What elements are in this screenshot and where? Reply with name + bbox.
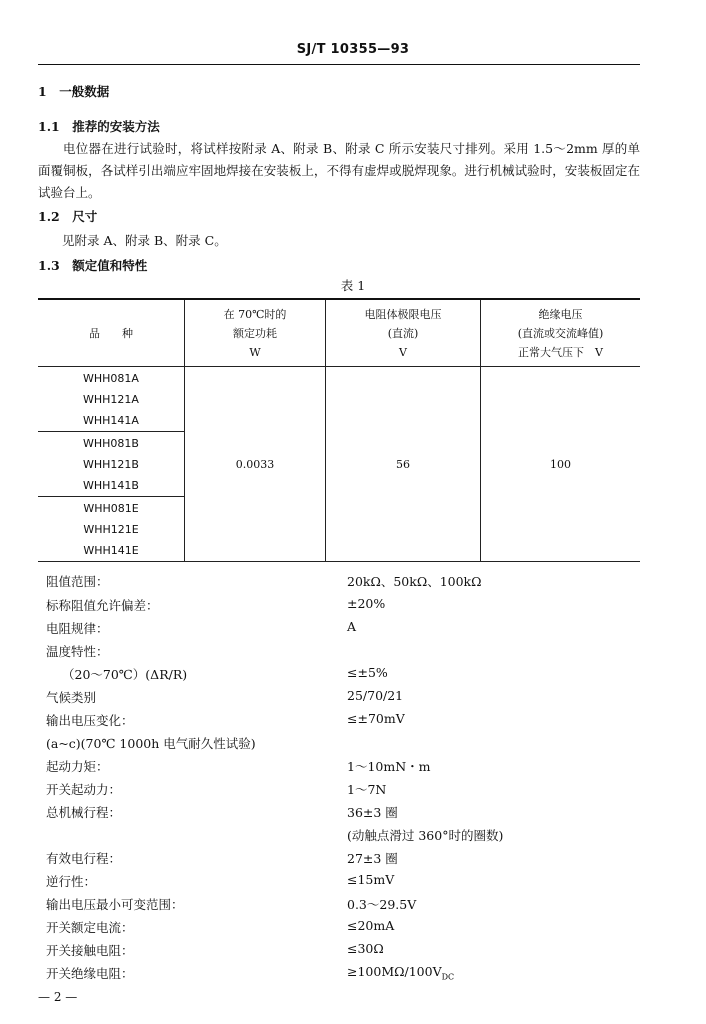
spec-label: (a~c)(70℃ 1000h 电气耐久性试验)	[46, 736, 256, 751]
spec-value: A	[347, 619, 357, 634]
spec-value: 25/70/21	[347, 688, 404, 703]
spec-label: 开关接触电阻：	[46, 943, 134, 958]
spec-label: 输出电压最小可变范围：	[46, 897, 184, 912]
ratings-table	[38, 298, 640, 562]
header-rule	[38, 64, 640, 65]
spec-label: 起动力矩：	[46, 759, 109, 774]
col-header-insulation-line2: (直流或交流峰值)	[517, 326, 604, 340]
spec-label: 标称阻值允许偏差：	[46, 598, 159, 613]
section-1-3-heading: 1.3 额定值和特性	[38, 258, 148, 273]
spec-value: ≤20mA	[347, 918, 395, 933]
spec-label: 开关起动力：	[46, 782, 122, 797]
spec-label: 温度特性：	[46, 644, 109, 659]
col-header-variety: 品 种	[38, 299, 185, 367]
col-header-power-line1: 在 70℃时的	[223, 307, 287, 321]
spec-label: 逆行性：	[46, 874, 97, 889]
section-1-heading: 1 一般数据	[38, 84, 110, 99]
spec-label: （20～70℃）(ΔR/R)	[62, 667, 188, 682]
spec-label: 电阻规律：	[46, 621, 109, 636]
page-header: SJ/T 10355—93	[296, 42, 410, 57]
spec-value: ≤30Ω	[347, 941, 384, 956]
voltage-value: 56	[326, 367, 481, 562]
spec-label: 总机械行程：	[46, 805, 122, 820]
spec-value: ≤±70mV	[347, 711, 405, 726]
col-header-power	[185, 299, 326, 367]
model-cell: WHH081A	[83, 371, 139, 385]
spec-label: 输出电压变化：	[46, 713, 134, 728]
col-header-voltage-line1: 电阻体极限电压	[364, 307, 442, 321]
section-1-1-paragraph: 电位器在进行试验时，将试样按附录 A、附录 B、附录 C 所示安装尺寸排列。采用 1.5～2mm 厚的单面覆铜板，各试样引出端应牢固地焊接在安装板上，不得有虚焊或脱焊现象。进行机械试验时，安装板固定在试验台上。	[38, 141, 640, 200]
page-number: — 2 —	[38, 990, 78, 1004]
spec-value: 27±3 圈	[347, 851, 398, 866]
col-header-power-line2: 额定功耗	[233, 326, 277, 340]
model-cell: WHH121E	[83, 522, 139, 536]
col-header-voltage-unit: V	[399, 345, 407, 359]
spec-value	[347, 964, 454, 982]
insulation-value: 100	[481, 367, 641, 562]
model-cell: WHH141A	[83, 413, 139, 427]
spec-value: 1～10mN・m	[347, 759, 431, 774]
col-header-insulation	[481, 299, 641, 367]
col-header-voltage-line2: (直流)	[387, 326, 419, 340]
section-1-2-paragraph: 见附录 A、附录 B、附录 C。	[62, 233, 227, 248]
spec-value: 0.3～29.5V	[347, 897, 417, 912]
model-group-b	[38, 432, 185, 497]
model-cell: WHH081B	[83, 436, 139, 450]
spec-value: 1～7N	[347, 782, 387, 797]
model-group-a	[38, 367, 185, 432]
table-caption: 表 1	[340, 278, 366, 293]
spec-value: ≤15mV	[347, 872, 395, 887]
spec-label: 阻值范围：	[46, 574, 109, 589]
spec-value: ±20%	[347, 596, 386, 611]
col-header-insulation-line3: 正常大气压下 V	[518, 345, 603, 359]
spec-label: 有效电行程：	[46, 851, 122, 866]
spec-label: 开关绝缘电阻：	[46, 966, 134, 981]
col-header-insulation-line1: 绝缘电压	[538, 307, 583, 321]
spec-label: 气候类别	[46, 690, 97, 705]
spec-value-text: ≥100MΩ/100V	[347, 964, 442, 979]
spec-value: ≤±5%	[347, 665, 388, 680]
model-cell: WHH121B	[83, 457, 139, 471]
spec-value: 20kΩ、50kΩ、100kΩ	[347, 574, 482, 589]
model-cell: WHH141E	[83, 543, 139, 557]
spec-label: 开关额定电流：	[46, 920, 134, 935]
section-1-1-heading: 1.1 推荐的安装方法	[38, 119, 160, 134]
model-cell: WHH121A	[83, 392, 139, 406]
model-cell: WHH141B	[83, 478, 139, 492]
model-group-e	[38, 497, 185, 562]
col-header-power-unit: W	[249, 345, 261, 359]
col-header-voltage	[326, 299, 481, 367]
spec-value: 36±3 圈	[347, 805, 398, 820]
spec-value-subscript: DC	[441, 972, 455, 982]
spec-value-note: (动触点滑过 360°时的圈数)	[347, 828, 504, 843]
model-cell: WHH081E	[83, 501, 139, 515]
section-1-2-heading: 1.2 尺寸	[38, 209, 98, 224]
power-value: 0.0033	[185, 367, 326, 562]
